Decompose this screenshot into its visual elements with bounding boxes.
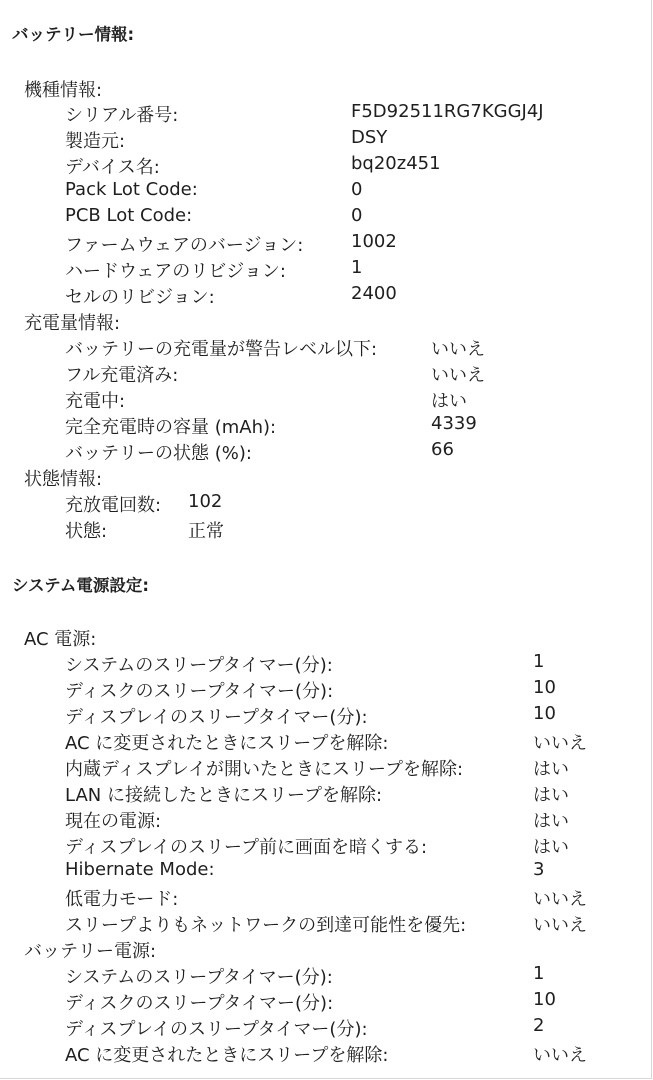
ac-dim-before-sleep-value: はい (533, 837, 569, 858)
bat-wake-on-ac-change-label: AC に変更されたときにスリープを解除: (65, 1045, 389, 1066)
bat-disk-sleep-timer-value: 10 (533, 989, 556, 1010)
cycle-count-label: 充放電回数: (65, 495, 162, 516)
ac-current-power-source-label: 現在の電源: (65, 811, 162, 832)
full-charge-capacity-label: 完全充電時の容量 (mAh): (65, 417, 277, 438)
ac-wake-on-lan-label: LAN に接続したときにスリープを解除: (65, 785, 383, 806)
firmware-version-label: ファームウェアのバージョン: (65, 235, 304, 256)
ac-prioritize-network-label: スリープよりもネットワークの到達可能性を優先: (65, 915, 467, 936)
ac-wake-on-clamshell-open-value: はい (533, 759, 569, 780)
pack-lot-code-label: Pack Lot Code: (65, 179, 198, 200)
ac-hibernate-mode-value: 3 (533, 859, 545, 880)
charging-value: はい (431, 391, 467, 412)
serial-number-label: シリアル番号: (65, 105, 179, 126)
manufacturer-value: DSY (351, 127, 388, 148)
ac-hibernate-mode-label: Hibernate Mode: (65, 859, 215, 880)
ac-wake-on-ac-change-label: AC に変更されたときにスリープを解除: (65, 733, 389, 754)
cell-revision-value: 2400 (351, 283, 397, 304)
ac-wake-on-ac-change-value: いいえ (533, 733, 587, 754)
charging-label: 充電中: (65, 391, 126, 412)
ac-disk-sleep-timer-value: 10 (533, 677, 556, 698)
bat-display-sleep-timer-value: 2 (533, 1015, 545, 1036)
firmware-version-value: 1002 (351, 231, 397, 252)
ac-power-header: AC 電源: (24, 629, 97, 650)
bat-wake-on-ac-change-value: いいえ (533, 1045, 587, 1066)
battery-condition-value: 66 (431, 439, 454, 460)
hardware-revision-label: ハードウェアのリビジョン: (65, 261, 286, 282)
status-info-header: 状態情報: (24, 469, 103, 490)
cell-revision-label: セルのリビジョン: (65, 287, 215, 308)
battery-info-heading: バッテリー情報: (12, 25, 135, 44)
battery-condition-label: バッテリーの状態 (%): (65, 443, 252, 464)
bat-disk-sleep-timer-label: ディスクのスリープタイマー(分): (65, 993, 334, 1014)
device-name-label: デバイス名: (65, 157, 160, 178)
ac-wake-on-lan-value: はい (533, 785, 569, 806)
cycle-count-value: 102 (188, 491, 223, 512)
manufacturer-label: 製造元: (65, 131, 126, 152)
ac-low-power-mode-value: いいえ (533, 889, 587, 910)
full-charge-capacity-value: 4339 (431, 413, 477, 434)
bat-system-sleep-timer-label: システムのスリープタイマー(分): (65, 967, 333, 988)
ac-current-power-source-value: はい (533, 811, 569, 832)
fully-charged-value: いいえ (431, 365, 485, 386)
ac-system-sleep-timer-value: 1 (533, 651, 545, 672)
ac-wake-on-clamshell-open-label: 内蔵ディスプレイが開いたときにスリープを解除: (65, 759, 464, 780)
ac-display-sleep-timer-value: 10 (533, 703, 556, 724)
hardware-revision-value: 1 (351, 257, 363, 278)
pcb-lot-code-value: 0 (351, 205, 363, 226)
bat-system-sleep-timer-value: 1 (533, 963, 545, 984)
pack-lot-code-value: 0 (351, 179, 363, 200)
ac-dim-before-sleep-label: ディスプレイのスリープ前に画面を暗くする: (65, 837, 428, 858)
model-info-header: 機種情報: (24, 80, 103, 101)
device-name-value: bq20z451 (351, 153, 441, 174)
pcb-lot-code-label: PCB Lot Code: (65, 205, 193, 226)
charge-below-warning-value: いいえ (431, 339, 485, 360)
condition-value: 正常 (188, 521, 224, 542)
bat-display-sleep-timer-label: ディスプレイのスリープタイマー(分): (65, 1019, 368, 1040)
charge-below-warning-label: バッテリーの充電量が警告レベル以下: (65, 339, 378, 360)
ac-system-sleep-timer-label: システムのスリープタイマー(分): (65, 655, 333, 676)
serial-number-value: F5D92511RG7KGGJ4J (351, 101, 544, 122)
battery-power-header: バッテリー電源: (24, 941, 157, 962)
condition-label: 状態: (65, 521, 108, 542)
ac-disk-sleep-timer-label: ディスクのスリープタイマー(分): (65, 681, 334, 702)
ac-prioritize-network-value: いいえ (533, 915, 587, 936)
charge-info-header: 充電量情報: (24, 313, 121, 334)
ac-display-sleep-timer-label: ディスプレイのスリープタイマー(分): (65, 707, 368, 728)
power-settings-heading: システム電源設定: (12, 576, 149, 595)
ac-low-power-mode-label: 低電力モード: (65, 889, 179, 910)
fully-charged-label: フル充電済み: (65, 365, 179, 386)
